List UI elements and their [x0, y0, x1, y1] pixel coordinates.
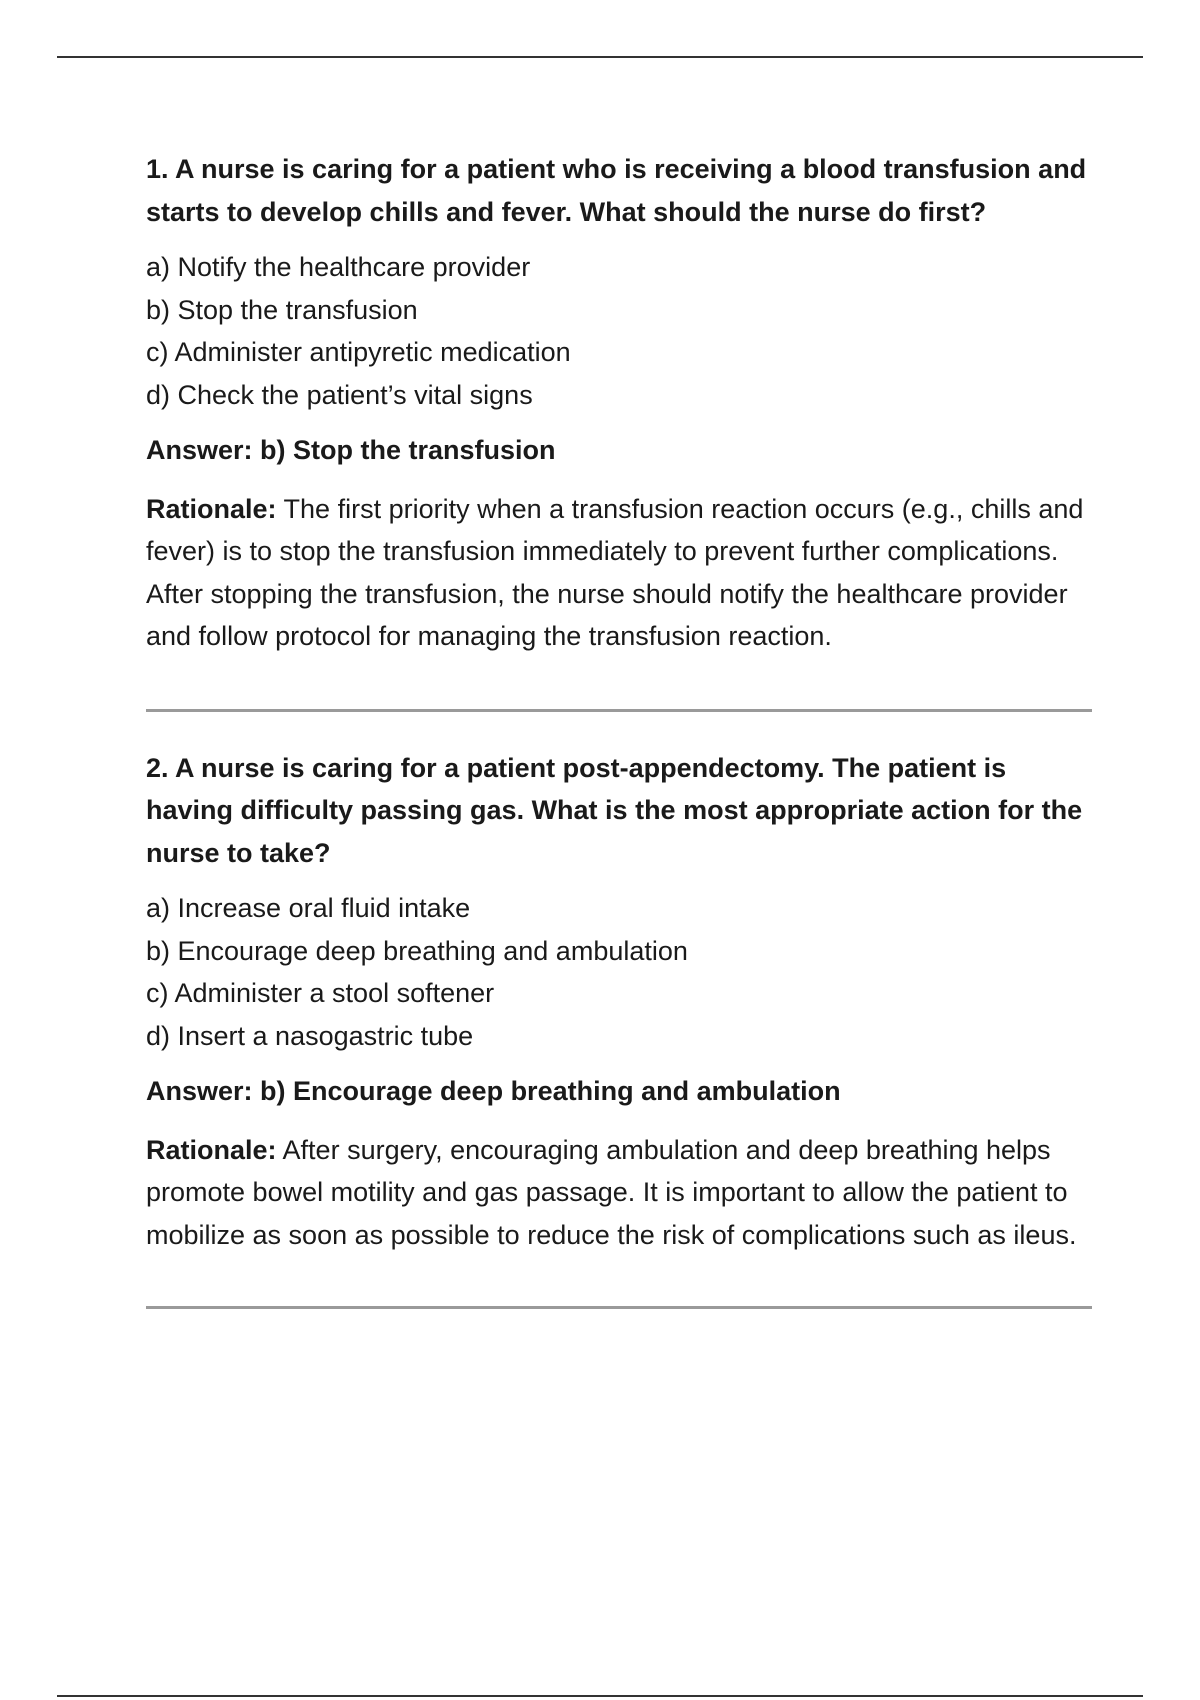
page-top-rule	[57, 56, 1143, 58]
question-1-rationale-label: Rationale:	[146, 493, 277, 524]
question-2-option-c: c) Administer a stool softener	[146, 978, 495, 1008]
question-2-text: 2. A nurse is caring for a patient post-appendectomy. The patient is having difficulty passing gas. What is the most appropriate action for the nurse to take?	[146, 752, 1083, 868]
question-2-option-a: a) Increase oral fluid intake	[146, 893, 471, 923]
question-1-rationale-text: The first priority when a transfusion reaction occurs (e.g., chills and fever) is to stop the transfusion immediately to prevent further complications. After stopping the transfusion, the nurse should notify the healthcare provider and follow protocol for managing the transfusion reaction.	[146, 493, 1084, 651]
question-1-answer: Answer: b) Stop the transfusion	[146, 435, 556, 465]
page-bottom-rule	[57, 1695, 1143, 1697]
question-2-rationale-label: Rationale:	[146, 1134, 277, 1165]
question-1	[146, 148, 1092, 658]
question-2-option-b: b) Encourage deep breathing and ambulation	[146, 935, 688, 966]
question-1-option-b: b) Stop the transfusion	[146, 294, 418, 325]
document-content	[146, 148, 1092, 1309]
section-divider-1	[146, 709, 1092, 712]
question-1-option-a: a) Notify the healthcare provider	[146, 252, 531, 282]
question-2-rationale	[146, 1129, 1092, 1257]
question-1-option-c: c) Administer antipyretic medication	[146, 337, 571, 367]
question-1-options	[146, 246, 1092, 416]
question-1-text: 1. A nurse is caring for a patient who is receiving a blood transfusion and starts to develop chills and fever. What should the nurse do first?	[146, 154, 1087, 227]
question-2-option-d: d) Insert a nasogastric tube	[146, 1020, 474, 1051]
section-divider-2	[146, 1306, 1092, 1309]
question-1-rationale	[146, 488, 1092, 658]
question-2-rationale-text: After surgery, encouraging ambulation and deep breathing helps promote bowel motility and gas passage. It is important to allow the patient to mobilize as soon as possible to reduce the risk of complications such as ileus.	[146, 1134, 1077, 1250]
question-2-answer: Answer: b) Encourage deep breathing and ambulation	[146, 1076, 841, 1106]
question-1-option-d: d) Check the patient’s vital signs	[146, 379, 533, 410]
question-2-options	[146, 887, 1092, 1057]
question-2	[146, 747, 1092, 1257]
